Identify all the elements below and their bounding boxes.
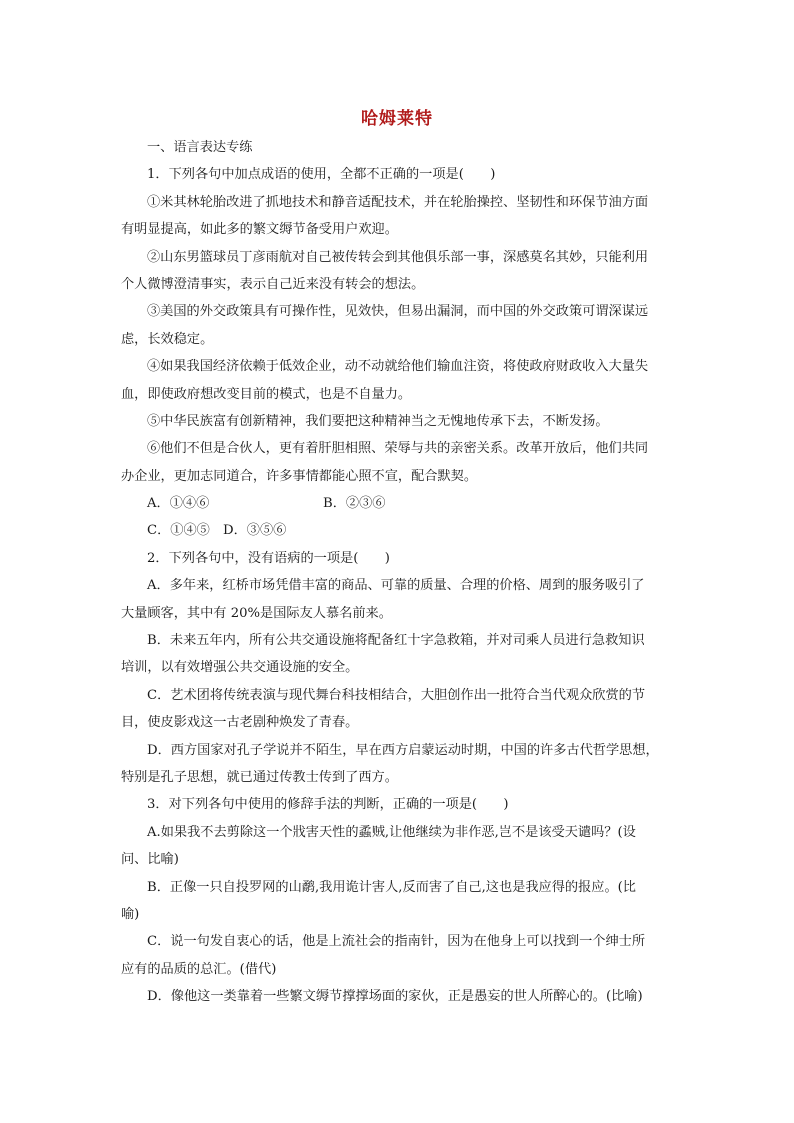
q2-option-a-cont: 大量顾客，其中有 20%是国际友人慕名前来。 <box>121 605 392 621</box>
q3-option-a-cont: 问、比喻) <box>121 852 179 868</box>
q3-option-b: B．正像一只自投罗网的山鹬,我用诡计害人,反而害了自己,这也是我应得的报应。(比 <box>147 879 636 895</box>
q2-option-d-cont: 特别是孔子思想，就已通过传教士传到了西方。 <box>121 769 398 785</box>
q1-sentence-3: ③美国的外交政策具有可操作性，见效快，但易出漏洞，而中国的外交政策可谓深谋远 <box>147 304 649 320</box>
q3-option-a: A.如果我不去剪除这一个戕害天性的蟊贼,让他继续为非作恶,岂不是该受天谴吗？(设 <box>147 824 636 840</box>
question-3-stem: 3．对下列各句中使用的修辞手法的判断，正确的一项是( ) <box>147 797 509 813</box>
q1-sentence-5: ⑤中华民族富有创新精神，我们要把这种精神当之无愧地传承下去，不断发扬。 <box>147 413 609 429</box>
q1-options-ab <box>121 490 681 517</box>
q2-option-c: C．艺术团将传统表演与现代舞台科技相结合，大胆创作出一批符合当代观众欣赏的节 <box>147 687 646 703</box>
q3-option-b-cont: 喻) <box>121 906 140 922</box>
q1-sentence-2: ②山东男篮球员丁彦雨航对自己被传转会到其他俱乐部一事，深感莫名其妙，只能利用 <box>147 249 649 265</box>
document-title: 哈姆莱特 <box>361 109 433 129</box>
q1-sentence-6: ⑥他们不但是合伙人，更有着肝胆相照、荣辱与共的亲密关系。改革开放后，他们共同 <box>147 441 649 457</box>
q1-option-b: B．②③⑥ <box>323 496 386 512</box>
q1-sentence-1-cont: 有明显提高，如此多的繁文缛节备受用户欢迎。 <box>121 222 398 238</box>
q2-option-c-cont: 目，使皮影戏这一古老剧种焕发了青春。 <box>121 715 359 731</box>
question-1-stem: 1．下列各句中加点成语的使用，全都不正确的一项是( ) <box>147 167 496 183</box>
q1-options-cd: C．①④⑤ D．③⑤⑥ <box>147 523 287 539</box>
q3-option-d: D．像他这一类靠着一些繁文缛节撑撑场面的家伙，正是愚妄的世人所醉心的。(比喻) <box>147 989 643 1005</box>
q1-sentence-4: ④如果我国经济依赖于低效企业，动不动就给他们输血注资，将使政府财政收入大量失 <box>147 359 649 375</box>
document-body <box>121 134 681 1011</box>
q2-option-a: A．多年来，红桥市场凭借丰富的商品、可靠的质量、合理的价格、周到的服务吸引了 <box>147 578 645 594</box>
q2-option-b-cont: 培训，以有效增强公共交通设施的安全。 <box>121 660 359 676</box>
q1-sentence-4-cont: 血，即使政府想改变目前的模式，也是不自量力。 <box>121 386 412 402</box>
q2-option-d: D．西方国家对孔子学说并不陌生，早在西方启蒙运动时期，中国的许多古代哲学思想， <box>147 742 659 758</box>
q1-sentence-6-cont: 办企业，更加志同道合，许多事情都能心照不宣，配合默契。 <box>121 468 478 484</box>
q3-option-c: C．说一句发自衷心的话，他是上流社会的指南针，因为在他身上可以找到一个绅士所 <box>147 934 646 950</box>
q1-option-a: A．①④⑥ <box>147 496 210 512</box>
q1-sentence-2-cont: 个人微博澄清事实，表示自己近来没有转会的想法。 <box>121 276 425 292</box>
q1-sentence-3-cont: 虑，长效稳定。 <box>121 331 214 347</box>
section-heading: 一、语言表达专练 <box>147 140 253 155</box>
q3-option-c-cont: 应有的品质的总汇。(借代) <box>121 961 277 977</box>
question-2-stem: 2．下列各句中，没有语病的一项是( ) <box>147 550 390 566</box>
q1-sentence-1: ①米其林轮胎改进了抓地技术和静音适配技术，并在轮胎操控、坚韧性和环保节油方面 <box>147 194 649 210</box>
q2-option-b: B．未来五年内，所有公共交通设施将配备红十字急救箱，并对司乘人员进行急救知识 <box>147 633 645 649</box>
